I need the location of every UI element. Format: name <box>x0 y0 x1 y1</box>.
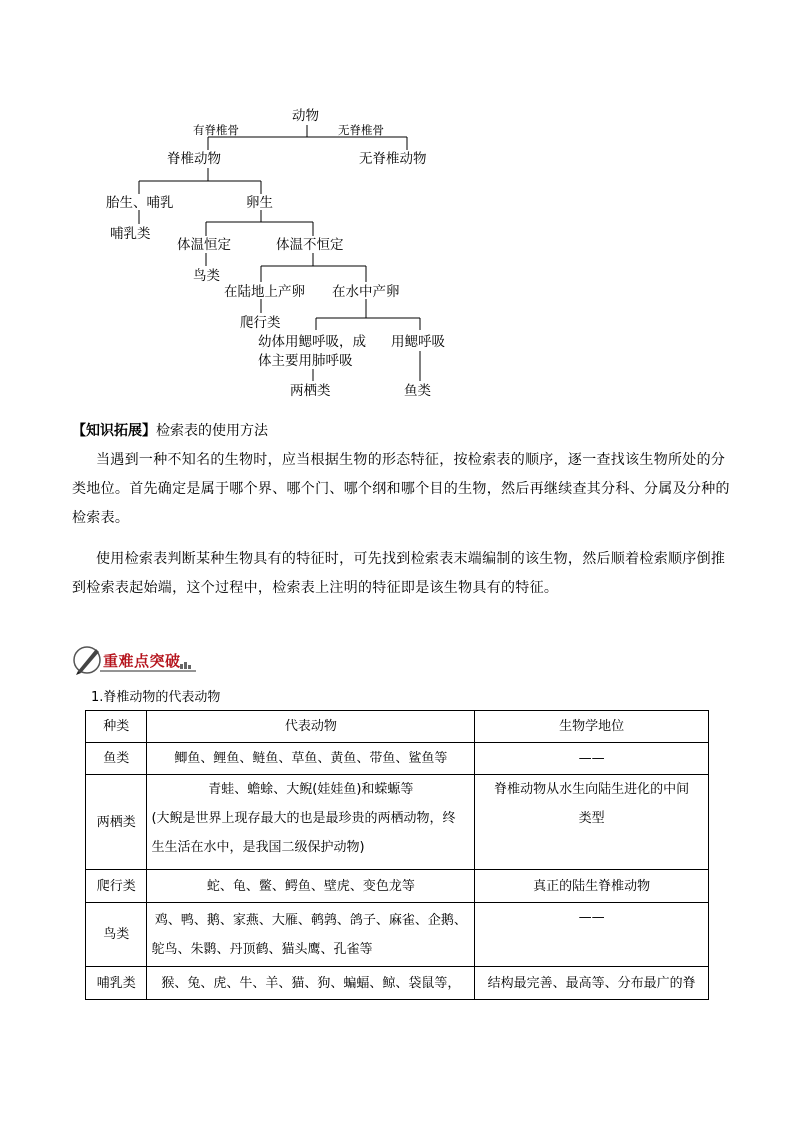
row-kind: 两栖类 <box>86 775 147 870</box>
tree-amphibians: 两栖类 <box>290 383 331 399</box>
tree-mammals: 哺乳类 <box>110 226 151 242</box>
row-animals <box>147 775 475 870</box>
tree-oviparous: 卵生 <box>246 195 273 211</box>
tree-gill-breathing: 用鳃呼吸 <box>391 334 445 350</box>
tree-root-animal: 动物 <box>292 108 319 124</box>
header-animals: 代表动物 <box>147 711 475 743</box>
table-row <box>86 775 709 870</box>
row-status-line: 脊椎动物从水生向陆生进化的中间 <box>494 782 690 797</box>
table-row <box>86 870 709 903</box>
row-kind: 哺乳类 <box>86 967 147 1000</box>
row-animals-line: 鸵鸟、朱鹮、丹顶鹤、猫头鹰、孔雀等 <box>151 941 373 957</box>
tree-reptiles: 爬行类 <box>240 315 281 331</box>
extension-title: 检索表的使用方法 <box>156 423 268 439</box>
row-animals-line: (大鲵是世界上现存最大的也是最珍贵的两栖动物，终 <box>151 811 456 826</box>
tree-fish: 鱼类 <box>404 383 431 399</box>
extension-paragraph-2 <box>72 545 732 603</box>
section-banner-title: 重难点突破 <box>103 652 181 670</box>
row-kind: 鸟类 <box>86 903 147 967</box>
tree-edge-vertebrate: 有脊椎骨 <box>193 123 239 137</box>
tree-cold-blooded: 体温不恒定 <box>276 237 344 253</box>
para1-line3: 检索表。 <box>72 510 130 526</box>
para2-line1: 使用检索表判断某种生物具有的特征时，可先找到检索表末端编制的该生物，然后顺着检索顺序倒推 <box>96 551 726 567</box>
tree-water-eggs: 在水中产卵 <box>332 284 400 300</box>
row-kind: 爬行类 <box>86 870 147 903</box>
row-status-line: 类型 <box>578 811 605 826</box>
row-animals: 猴、兔、虎、牛、羊、猫、狗、蝙蝠、鲸、袋鼠等， <box>147 967 475 1000</box>
row-animals: 鲫鱼、鲤鱼、鲢鱼、草鱼、黄鱼、带鱼、鲨鱼等 <box>147 743 475 775</box>
section-subtitle: 1.脊椎动物的代表动物 <box>91 690 221 705</box>
row-animals: 蛇、龟、鳖、鳄鱼、壁虎、变色龙等 <box>147 870 475 903</box>
table-row <box>86 743 709 775</box>
table-header-row <box>86 711 709 743</box>
header-status: 生物学地位 <box>475 711 709 743</box>
row-animals-line: 生生活在水中，是我国二级保护动物) <box>151 840 365 855</box>
tree-warm-blooded: 体温恒定 <box>177 237 231 253</box>
tree-viviparous: 胎生、哺乳 <box>106 195 174 211</box>
tree-amphibian-desc-1: 幼体用鳃呼吸，成 <box>258 334 366 350</box>
row-status: 结构最完善、最高等、分布最广的脊 <box>475 967 709 1000</box>
extension-heading <box>72 420 268 440</box>
table-row <box>86 903 709 967</box>
tree-vertebrates: 脊椎动物 <box>167 151 221 167</box>
tree-land-eggs: 在陆地上产卵 <box>224 284 305 300</box>
table-row <box>86 967 709 1000</box>
row-status: 真正的陆生脊椎动物 <box>475 870 709 903</box>
row-animals-line: 鸡、鸭、鹅、家燕、大雁、鹌鹑、鸽子、麻雀、企鹅、 <box>154 912 467 928</box>
row-status: —— <box>475 743 709 775</box>
vertebrate-table <box>85 710 709 1000</box>
extension-paragraph-1 <box>72 446 732 533</box>
classification-tree <box>0 0 794 420</box>
row-animals <box>147 903 475 967</box>
tree-invertebrates: 无脊椎动物 <box>359 151 427 167</box>
para1-line2: 类地位。首先确定是属于哪个界、哪个门、哪个纲和哪个目的生物，然后再继续查其分科、分属及分种的 <box>72 481 730 497</box>
row-kind: 鱼类 <box>86 743 147 775</box>
row-animals-line: 青蛙、蟾蜍、大鲵(娃娃鱼)和蝾螈等 <box>208 782 414 797</box>
tree-birds: 鸟类 <box>193 268 220 284</box>
row-status: —— <box>475 903 709 967</box>
header-kind: 种类 <box>86 711 147 743</box>
row-status <box>475 775 709 870</box>
para2-line2: 到检索表起始端，这个过程中，检索表上注明的特征即是该生物具有的特征。 <box>72 580 559 596</box>
tree-amphibian-desc-2: 体主要用肺呼吸 <box>258 353 353 369</box>
extension-bracket-label: 【知识拓展】 <box>72 423 156 439</box>
tree-edge-invertebrate: 无脊椎骨 <box>338 123 384 137</box>
para1-line1: 当遇到一种不知名的生物时，应当根据生物的形态特征，按检索表的顺序，逐一查找该生物所处的分 <box>96 452 726 468</box>
